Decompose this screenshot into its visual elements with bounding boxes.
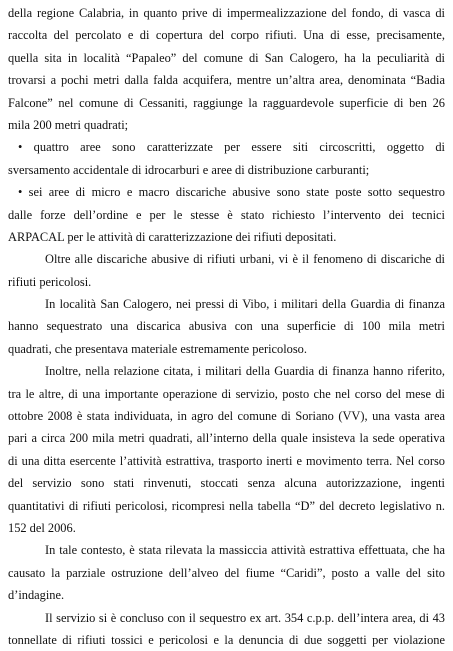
text-line: Oltre alle discariche abusive di rifiuti urbani, vi è il fenomeno di discariche di xyxy=(45,252,445,267)
text-line: d’indagine. xyxy=(8,588,65,603)
text-line: dalle forze dell’ordine e per le stesse è stato richiesto l’intervento dei tecnici xyxy=(8,207,445,222)
text-line: • sei aree di micro e macro discariche abusive sono state poste sotto sequestro xyxy=(18,185,445,200)
text-line: causato la parziale ostruzione dell’alveo del fiume “Caridi”, posto a valle del sito xyxy=(8,565,445,580)
text-line: raccolta del percolato e di copertura del corpo rifiuti. Una di esse, precisamente, xyxy=(8,28,445,43)
text-line: Falcone” nel comune di Cessaniti, raggiunge la ragguardevole superficie di ben 26 xyxy=(8,95,445,110)
text-line: tonnellate di rifiuti tossici e pericolosi e la denuncia di due soggetti per violazione xyxy=(8,632,445,647)
text-line: trovarsi a pochi metri dalla falda acquifera, mentre un’altra area, denominata “Badia xyxy=(8,73,445,88)
text-line: ARPACAL per le attività di caratterizzazione dei rifiuti depositati. xyxy=(8,229,337,244)
text-line: quella sita in località “Papaleo” del comune di San Calogero, ha la peculiarità di xyxy=(8,50,445,65)
text-line: In località San Calogero, nei pressi di Vibo, i militari della Guardia di finanza xyxy=(45,297,445,312)
text-line: tra le altre, di una importante operazione di servizio, posto che nel corso del mese di xyxy=(8,386,445,401)
text-line: quantitativi di rifiuti pericolosi, ricompresi nella tabella “D” del decreto legislativo n. xyxy=(8,498,445,513)
text-line: hanno sequestrato una discarica abusiva con una superficie di 100 mila metri xyxy=(8,319,445,334)
text-line: Inoltre, nella relazione citata, i militari della Guardia di finanza hanno riferito, xyxy=(45,364,445,379)
text-line: ottobre 2008 è stata individuata, in agro del comune di Soriano (VV), una vasta area xyxy=(8,409,445,424)
text-line: pari a circa 200 mila metri quadrati, all’interno della quale insisteva la sede operativa xyxy=(8,431,445,446)
text-line: Il servizio si è concluso con il sequestro ex art. 354 c.p.p. dell’intera area, di 43 xyxy=(45,610,445,625)
text-line: rifiuti pericolosi. xyxy=(8,274,92,289)
text-line: quadrati, che presentava materiale estremamente pericoloso. xyxy=(8,341,307,356)
text-line: sversamento accidentale di idrocarburi e aree di distribuzione carburanti; xyxy=(8,162,370,177)
text-line: del servizio sono stati rinvenuti, stoccati senza alcuna autorizzazione, ingenti xyxy=(8,476,445,491)
text-line: mila 200 metri quadrati; xyxy=(8,117,129,132)
text-line: di una ditta esercente l’attività estrattiva, trasporto inerti e movimento terra. Nel corso xyxy=(8,453,445,468)
text-line: della regione Calabria, in quanto prive di impermealizzazione del fondo, di vasca di xyxy=(8,6,445,20)
text-line: 152 del 2006. xyxy=(8,520,76,535)
text-line: • quattro aree sono caratterizzate per essere siti circoscritti, oggetto di xyxy=(18,140,445,155)
text-line: In tale contesto, è stata rilevata la massiccia attività estrattiva effettuata, che ha xyxy=(45,543,445,558)
